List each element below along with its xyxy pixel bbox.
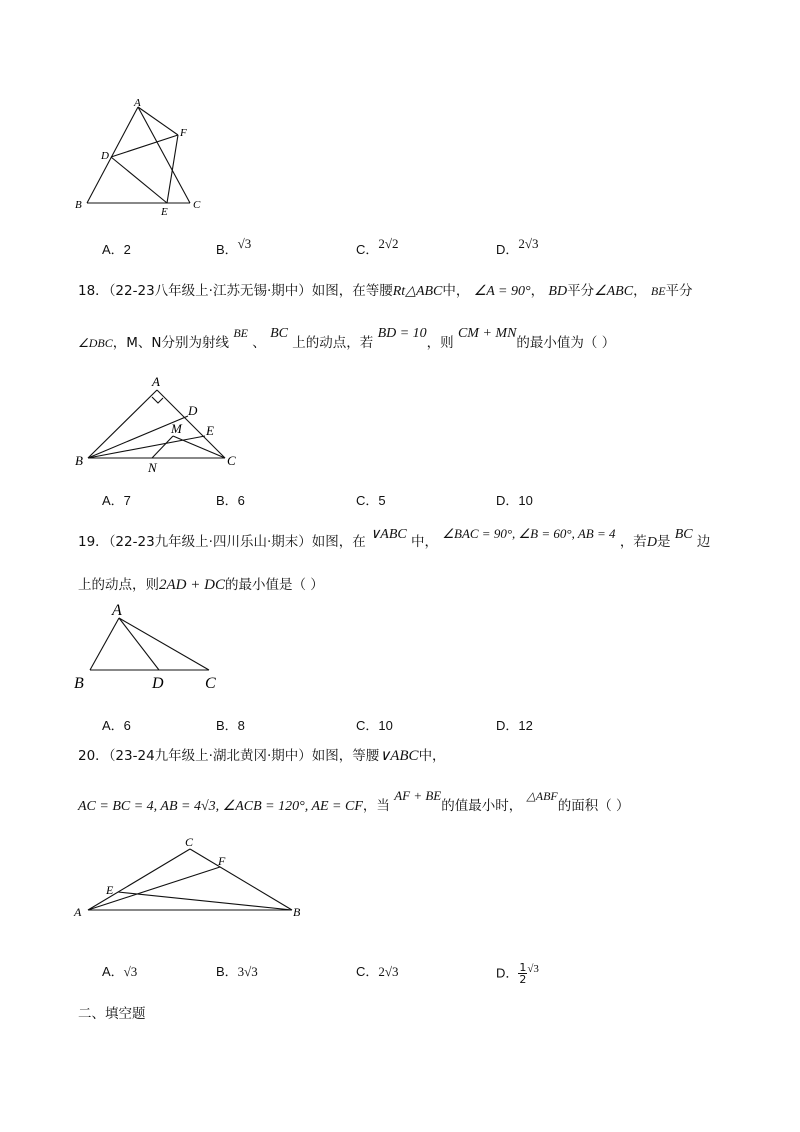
q17-label-f: F — [180, 127, 187, 139]
q17-label-a: A — [134, 97, 141, 109]
q17-option-b: B．√3 — [216, 236, 252, 257]
q18-label-c: C — [227, 453, 236, 468]
q19-option-b: B．8 — [216, 718, 245, 733]
q20-label-c: C — [185, 835, 194, 849]
q18-label-m: M — [171, 421, 182, 436]
q17-options — [102, 236, 622, 262]
q20-source: （23-24九年级上·湖北黄冈·期中） — [108, 748, 312, 764]
q17-option-c: C．2√2 — [356, 236, 399, 257]
q18-label-d: D — [188, 403, 198, 418]
q18-options — [102, 491, 622, 513]
q17-label-d: D — [101, 150, 109, 162]
q18-source: （22-23八年级上·江苏无锡·期中） — [108, 283, 312, 299]
q20-line2: AC = BC = 4, AB = 4√3, ∠ACB = 120°, AE = CF，当 AF + BE的值最小时， △ABF的面积（ ） — [78, 788, 630, 814]
q19-number: 19． — [78, 534, 109, 550]
q19-line1: 19．（22-23九年级上·四川乐山·期末）如图，在 ∨ABC 中， ∠BAC = 90°, ∠B = 60°, AB = 4 ，若D是 BC 边 — [78, 526, 711, 550]
q18-option-b: B．6 — [216, 493, 245, 508]
q20-option-a: A．√3 — [102, 964, 138, 979]
q18-line2: ∠DBC，M、N分别为射线 BE 、 BC 上的动点，若 BD = 10，则 CM + MN的最小值为（ ） — [78, 326, 616, 351]
q18-label-e: E — [206, 423, 214, 438]
q19-label-d: D — [152, 675, 164, 692]
fraction: $\frac{1}{2}$ — [519, 961, 527, 986]
q19-label-a: A — [112, 602, 122, 619]
q18-label-a: A — [152, 374, 160, 389]
q17-option-a: A．2 — [102, 242, 131, 257]
q17-label-c: C — [193, 199, 201, 211]
q19-option-d: D．12 — [496, 718, 533, 733]
q18-line1: 18．（22-23八年级上·江苏无锡·期中）如图，在等腰Rt△ABC中， ∠A = 90°， BD平分∠ABC， BE平分 — [78, 283, 693, 299]
q20-label-e: E — [106, 883, 114, 897]
q20-options — [102, 962, 622, 988]
q19-line2: 上的动点，则2AD + DC的最小值是（ ） — [78, 577, 324, 593]
q19-source: （22-23九年级上·四川乐山·期末） — [108, 534, 312, 550]
q20-line1: 20．（23-24九年级上·湖北黄冈·期中）如图，等腰∨ABC中， — [78, 748, 446, 764]
q20-label-b: B — [293, 905, 301, 919]
q18-figure — [70, 370, 250, 480]
q20-option-c: C．2√3 — [356, 964, 399, 979]
q18-option-a: A．7 — [102, 493, 131, 508]
q20-number: 20． — [78, 748, 109, 764]
q19-option-c: C．10 — [356, 718, 393, 733]
q18-label-n: N — [148, 460, 157, 475]
q17-label-e: E — [161, 206, 168, 218]
q20-option-d: D． $\frac{1}{2}$ $^{√3}$ — [496, 961, 539, 986]
q20-label-a: A — [74, 905, 82, 919]
q19-option-a: A．6 — [102, 718, 131, 733]
q19-figure — [70, 598, 230, 693]
q19-label-b: B — [74, 675, 84, 692]
q18-number: 18． — [78, 283, 109, 299]
q20-option-b: B．3√3 — [216, 964, 258, 979]
q17-label-b: B — [75, 199, 82, 211]
q17-figure — [70, 95, 220, 220]
q19-options — [102, 716, 622, 738]
section-title: 二、填空题 — [78, 1006, 146, 1022]
q20-figure — [70, 832, 320, 922]
q17-option-d: D．2√3 — [496, 236, 539, 257]
q18-label-b: B — [75, 453, 83, 468]
q20-label-f: F — [218, 854, 226, 868]
q18-option-d: D．10 — [496, 493, 533, 508]
q18-option-c: C．5 — [356, 493, 386, 508]
q19-label-c: C — [205, 675, 216, 692]
